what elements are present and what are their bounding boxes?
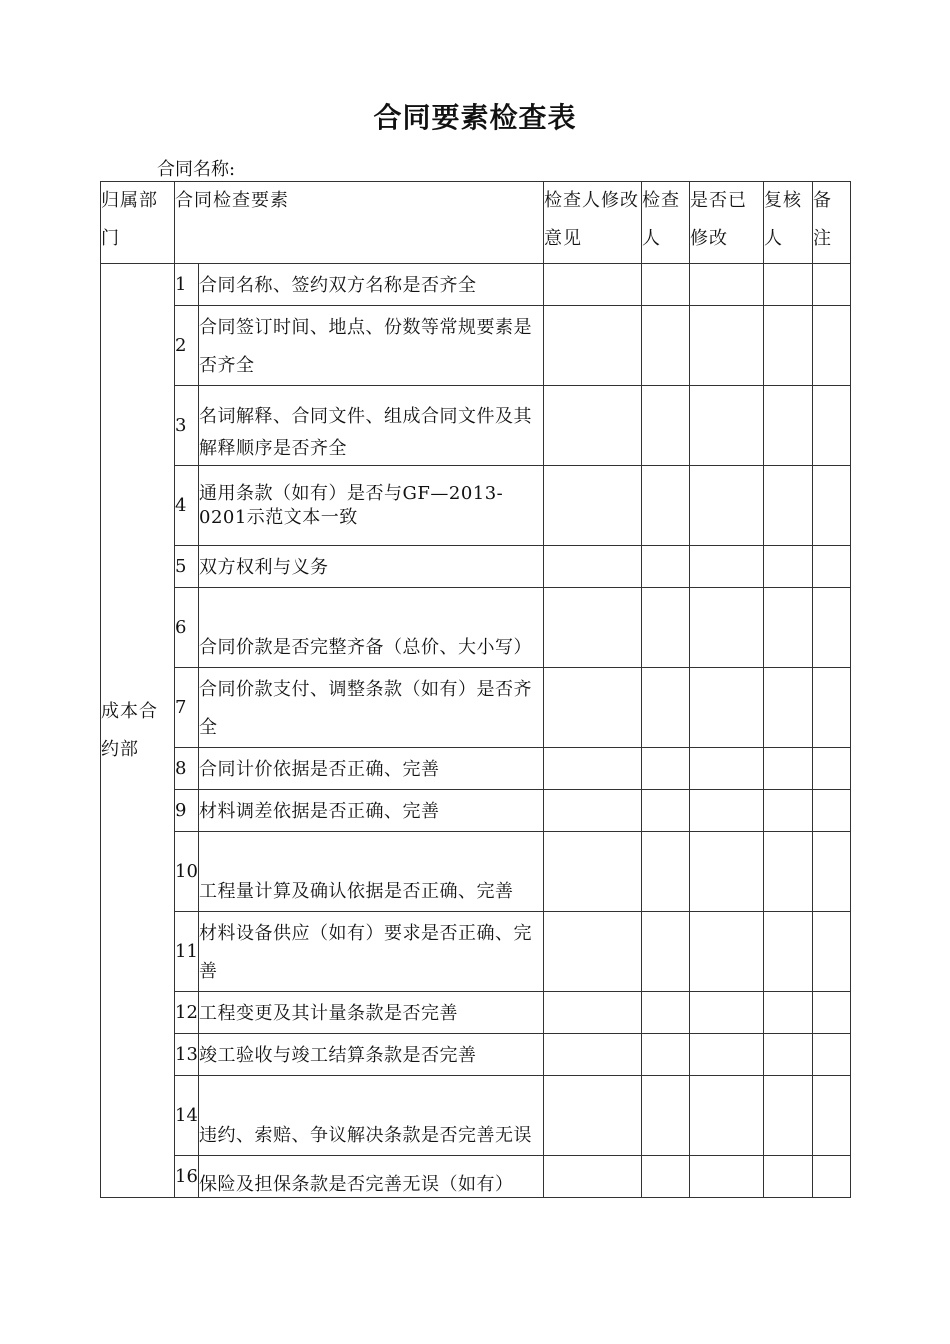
header-modified: 是否已修改	[690, 182, 764, 264]
document-title: 合同要素检查表	[373, 101, 577, 134]
header-reviewer: 复核人	[764, 182, 813, 264]
reviewer-cell[interactable]	[764, 992, 813, 1034]
modified-cell[interactable]	[690, 1034, 764, 1076]
row-item-text: 材料设备供应（如有）要求是否正确、完善	[199, 912, 544, 992]
checker-opinion-cell[interactable]	[544, 1034, 642, 1076]
row-item-text: 双方权利与义务	[199, 546, 544, 588]
checker-cell[interactable]	[642, 546, 690, 588]
table-row	[101, 790, 851, 832]
remarks-cell[interactable]	[813, 748, 851, 790]
row-number: 5	[175, 546, 199, 588]
checker-cell[interactable]	[642, 264, 690, 306]
row-number: 10	[175, 832, 199, 912]
remarks-cell[interactable]	[813, 466, 851, 546]
reviewer-cell[interactable]	[764, 1076, 813, 1156]
checker-opinion-cell[interactable]	[544, 912, 642, 992]
modified-cell[interactable]	[690, 748, 764, 790]
checker-cell[interactable]	[642, 386, 690, 466]
checker-opinion-cell[interactable]	[544, 386, 642, 466]
checker-cell[interactable]	[642, 466, 690, 546]
modified-cell[interactable]	[690, 386, 764, 466]
row-number: 16	[175, 1156, 199, 1198]
reviewer-cell[interactable]	[764, 912, 813, 992]
row-number: 13	[175, 1034, 199, 1076]
row-number: 2	[175, 306, 199, 386]
table-row	[101, 912, 851, 992]
row-item-text: 工程变更及其计量条款是否完善	[199, 992, 544, 1034]
reviewer-cell[interactable]	[764, 790, 813, 832]
table-row	[101, 748, 851, 790]
row-number: 1	[175, 264, 199, 306]
remarks-cell[interactable]	[813, 992, 851, 1034]
header-row	[101, 182, 851, 264]
table-row	[101, 264, 851, 306]
row-item-text: 通用条款（如有）是否与GF—2013-0201示范文本一致	[199, 466, 544, 546]
checker-opinion-cell[interactable]	[544, 668, 642, 748]
reviewer-cell[interactable]	[764, 386, 813, 466]
remarks-cell[interactable]	[813, 668, 851, 748]
remarks-cell[interactable]	[813, 306, 851, 386]
modified-cell[interactable]	[690, 466, 764, 546]
modified-cell[interactable]	[690, 832, 764, 912]
row-number: 6	[175, 588, 199, 668]
remarks-cell[interactable]	[813, 1034, 851, 1076]
modified-cell[interactable]	[690, 992, 764, 1034]
table-row	[101, 588, 851, 668]
modified-cell[interactable]	[690, 306, 764, 386]
table-row	[101, 386, 851, 466]
check-table	[100, 181, 851, 1198]
modified-cell[interactable]	[690, 668, 764, 748]
reviewer-cell[interactable]	[764, 588, 813, 668]
reviewer-cell[interactable]	[764, 546, 813, 588]
reviewer-cell[interactable]	[764, 264, 813, 306]
table-row	[101, 832, 851, 912]
remarks-cell[interactable]	[813, 790, 851, 832]
remarks-cell[interactable]	[813, 546, 851, 588]
contract-name-label: 合同名称:	[157, 159, 236, 180]
row-item-text: 材料调差依据是否正确、完善	[199, 790, 544, 832]
modified-cell[interactable]	[690, 1076, 764, 1156]
reviewer-cell[interactable]	[764, 748, 813, 790]
modified-cell[interactable]	[690, 264, 764, 306]
remarks-cell[interactable]	[813, 588, 851, 668]
table-row	[101, 1156, 851, 1198]
header-remarks: 备注	[813, 182, 851, 264]
checker-cell[interactable]	[642, 668, 690, 748]
table-row	[101, 306, 851, 386]
row-item-text: 合同价款支付、调整条款（如有）是否齐全	[199, 668, 544, 748]
checker-opinion-cell[interactable]	[544, 1156, 642, 1198]
checker-cell[interactable]	[642, 1076, 690, 1156]
table-row	[101, 546, 851, 588]
modified-cell[interactable]	[690, 912, 764, 992]
checker-opinion-cell[interactable]	[544, 832, 642, 912]
checker-opinion-cell[interactable]	[544, 992, 642, 1034]
checker-cell[interactable]	[642, 832, 690, 912]
row-number: 14	[175, 1076, 199, 1156]
table-row	[101, 992, 851, 1034]
checker-opinion-cell[interactable]	[544, 790, 642, 832]
checker-cell[interactable]	[642, 588, 690, 668]
row-number: 11	[175, 912, 199, 992]
remarks-cell[interactable]	[813, 1156, 851, 1198]
row-item-text: 名词解释、合同文件、组成合同文件及其解释顺序是否齐全	[199, 386, 544, 466]
checker-opinion-cell[interactable]	[544, 748, 642, 790]
table-row	[101, 1076, 851, 1156]
reviewer-cell[interactable]	[764, 1156, 813, 1198]
checker-cell[interactable]	[642, 748, 690, 790]
checker-cell[interactable]	[642, 1156, 690, 1198]
checker-cell[interactable]	[642, 912, 690, 992]
modified-cell[interactable]	[690, 546, 764, 588]
row-item-text: 保险及担保条款是否完善无误（如有）	[199, 1156, 544, 1198]
row-item-text: 工程量计算及确认依据是否正确、完善	[199, 832, 544, 912]
remarks-cell[interactable]	[813, 832, 851, 912]
reviewer-cell[interactable]	[764, 466, 813, 546]
checker-opinion-cell[interactable]	[544, 466, 642, 546]
row-item-text: 合同计价依据是否正确、完善	[199, 748, 544, 790]
reviewer-cell[interactable]	[764, 832, 813, 912]
row-item-text: 合同价款是否完整齐备（总价、大小写）	[199, 588, 544, 668]
table-row	[101, 1034, 851, 1076]
row-item-text: 违约、索赔、争议解决条款是否完善无误	[199, 1076, 544, 1156]
modified-cell[interactable]	[690, 1156, 764, 1198]
checker-opinion-cell[interactable]	[544, 588, 642, 668]
header-checker-opinion: 检查人修改意见	[544, 182, 642, 264]
table-row	[101, 668, 851, 748]
row-item-text: 合同名称、签约双方名称是否齐全	[199, 264, 544, 306]
remarks-cell[interactable]	[813, 1076, 851, 1156]
checker-cell[interactable]	[642, 992, 690, 1034]
row-number: 7	[175, 668, 199, 748]
remarks-cell[interactable]	[813, 912, 851, 992]
modified-cell[interactable]	[690, 588, 764, 668]
header-elements: 合同检查要素	[175, 182, 544, 264]
reviewer-cell[interactable]	[764, 306, 813, 386]
remarks-cell[interactable]	[813, 264, 851, 306]
modified-cell[interactable]	[690, 790, 764, 832]
header-checker: 检查人	[642, 182, 690, 264]
row-number: 4	[175, 466, 199, 546]
checker-opinion-cell[interactable]	[544, 1076, 642, 1156]
row-item-text: 合同签订时间、地点、份数等常规要素是否齐全	[199, 306, 544, 386]
row-number: 8	[175, 748, 199, 790]
row-number: 12	[175, 992, 199, 1034]
reviewer-cell[interactable]	[764, 668, 813, 748]
table-row	[101, 466, 851, 546]
row-item-text: 竣工验收与竣工结算条款是否完善	[199, 1034, 544, 1076]
remarks-cell[interactable]	[813, 386, 851, 466]
checker-cell[interactable]	[642, 1034, 690, 1076]
row-number: 9	[175, 790, 199, 832]
checker-opinion-cell[interactable]	[544, 264, 642, 306]
checker-cell[interactable]	[642, 306, 690, 386]
checker-opinion-cell[interactable]	[544, 306, 642, 386]
header-department: 归属部门	[101, 182, 175, 264]
reviewer-cell[interactable]	[764, 1034, 813, 1076]
checker-opinion-cell[interactable]	[544, 546, 642, 588]
row-number: 3	[175, 386, 199, 466]
checker-cell[interactable]	[642, 790, 690, 832]
department-cell: 成本合约部	[101, 264, 175, 1198]
